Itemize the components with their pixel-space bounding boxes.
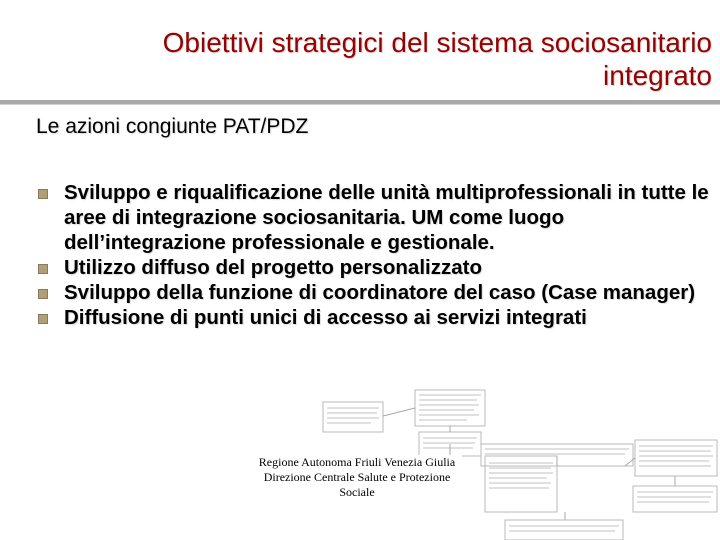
bullet-text: Utilizzo diffuso del progetto personalizzato (64, 256, 482, 279)
square-bullet-icon (38, 289, 48, 299)
bullet-item (36, 255, 716, 280)
bullet-text: Sviluppo della funzione di coordinatore del caso (Case manager) (64, 281, 696, 304)
bullet-list (36, 180, 716, 330)
bullet-text: Diffusione di punti unici di accesso ai servizi integrati (64, 306, 587, 329)
footer-credit (252, 455, 462, 500)
square-bullet-icon (38, 314, 48, 324)
slide-title-line-1: Obiettivi strategici del sistema sociosanitario (162, 27, 712, 58)
bullet-text: Sviluppo e riqualificazione delle unità multiprofessionali in tutte le aree di integrazione sociosanitaria. UM come luogo dell’integrazione professionale e gestionale. (64, 181, 709, 254)
slide-title-line-2: integrato (603, 60, 712, 91)
slide-subtitle: Le azioni congiunte PAT/PDZ (36, 115, 309, 138)
bullet-item (36, 280, 716, 305)
footer-line-3: Sociale (339, 485, 375, 499)
square-bullet-icon (38, 264, 48, 274)
bullet-item (36, 180, 716, 255)
bullet-item (36, 305, 716, 330)
footer-line-2: Direzione Centrale Salute e Protezione (263, 470, 451, 484)
title-divider (0, 100, 720, 105)
slide-title (72, 26, 712, 92)
footer-line-1: Regione Autonoma Friuli Venezia Giulia (258, 455, 456, 469)
square-bullet-icon (38, 189, 48, 199)
